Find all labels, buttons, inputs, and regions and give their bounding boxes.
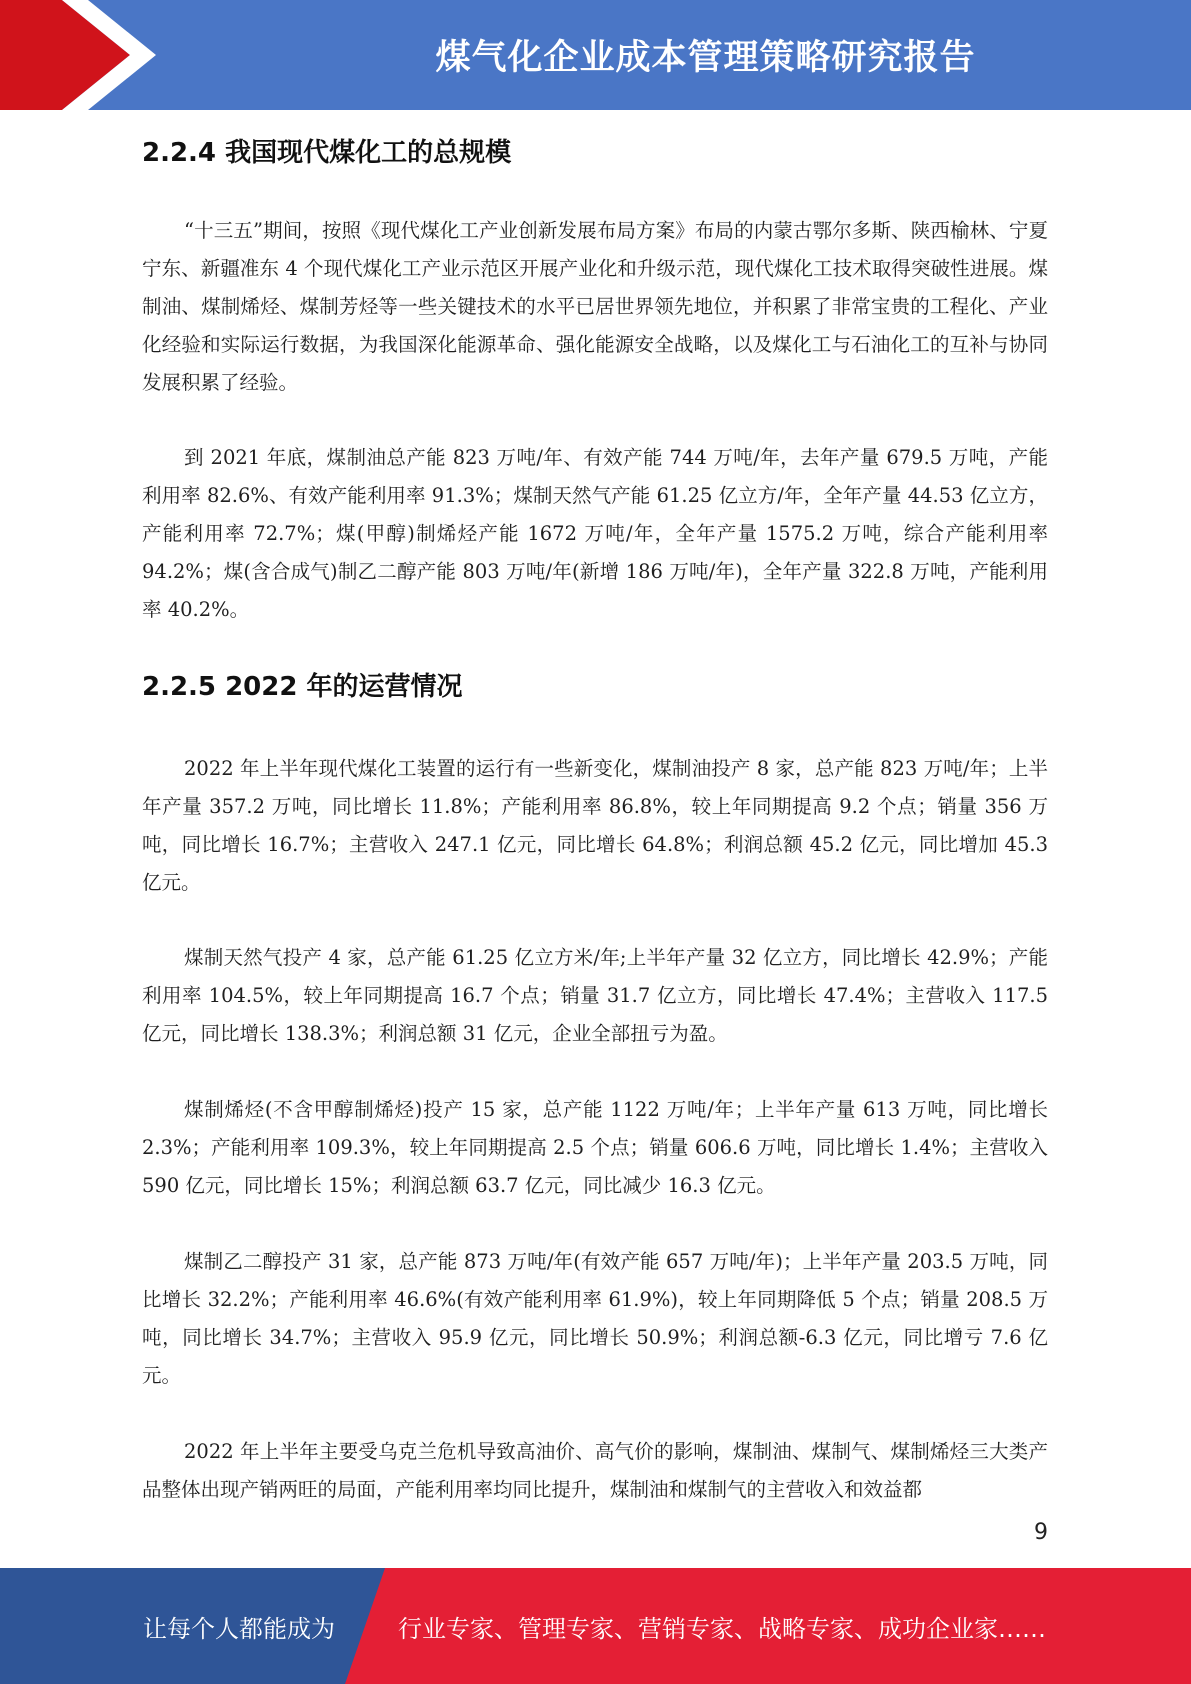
paragraph: 2022 年上半年现代煤化工装置的运行有一些新变化，煤制油投产 8 家，总产能 823 万吨/年；上半年产量 357.2 万吨，同比增长 11.8%；产能利用率 86.8%，较上年同期提高 9.2 个点；销量 356 万吨，同比增长 16.7%；主营收入 247.1 亿元，同比增长 64.8%；利润总额 45.2 亿元，同比增加 45.3 亿元。 <box>142 757 1048 894</box>
paragraph: 2022 年上半年主要受乌克兰危机导致高油价、高气价的影响，煤制油、煤制气、煤制烯烃三大类产品整体出现产销两旺的局面，产能利用率均同比提升，煤制油和煤制气的主营收入和效益都 <box>142 1440 1048 1501</box>
page-header <box>0 0 1191 110</box>
footer-slogan-right: 行业专家、管理专家、营销专家、战略专家、成功企业家…… <box>398 1614 1046 1643</box>
section-heading-2-2-4: 2.2.4 我国现代煤化工的总规模 <box>142 138 512 168</box>
section-heading-2-2-5: 2.2.5 2022 年的运营情况 <box>142 672 463 702</box>
page-number: 9 <box>1034 1520 1048 1545</box>
paragraph: 煤制乙二醇投产 31 家，总产能 873 万吨/年(有效产能 657 万吨/年)；上半年产量 203.5 万吨，同比增长 32.2%；产能利用率 46.6%(有效产能利用率 61.9%)，较上年同期降低 5 个点；销量 208.5 万吨，同比增长 34.7%；主营收入 95.9 亿元，同比增长 50.9%；利润总额-6.3 亿元，同比增亏 7.6 亿元。 <box>142 1250 1048 1387</box>
paragraph: 到 2021 年底，煤制油总产能 823 万吨/年、有效产能 744 万吨/年，去年产量 679.5 万吨，产能利用率 82.6%、有效产能利用率 91.3%；煤制天然气产能 61.25 亿立方/年，全年产量 44.53 亿立方，产能利用率 72.7%；煤(甲醇)制烯烃产能 1672 万吨/年，全年产量 1575.2 万吨，综合产能利用率 94.2%；煤(含合成气)制乙二醇产能 803 万吨/年(新增 186 万吨/年)，全年产量 322.8 万吨，产能利用率 40.2%。 <box>142 446 1048 621</box>
footer-slogan-left: 让每个人都能成为 <box>143 1614 335 1643</box>
header-red-chevron <box>0 0 130 110</box>
paragraph: “十三五”期间，按照《现代煤化工产业创新发展布局方案》布局的内蒙古鄂尔多斯、陕西榆林、宁夏宁东、新疆准东 4 个现代煤化工产业示范区开展产业化和升级示范，现代煤化工技术取得突破性进展。煤制油、煤制烯烃、煤制芳烃等一些关键技术的水平已居世界领先地位，并积累了非常宝贵的工程化、产业化经验和实际运行数据，为我国深化能源革命、强化能源安全战略，以及煤化工与石油化工的互补与协同发展积累了经验。 <box>142 219 1048 394</box>
paragraph: 煤制烯烃(不含甲醇制烯烃)投产 15 家，总产能 1122 万吨/年；上半年产量 613 万吨，同比增长 2.3%；产能利用率 109.3%，较上年同期提高 2.5 个点；销量 606.6 万吨，同比增长 1.4%；主营收入 590 亿元，同比增长 15%；利润总额 63.7 亿元，同比减少 16.3 亿元。 <box>142 1098 1048 1197</box>
page-footer <box>0 1568 1191 1684</box>
paragraph: 煤制天然气投产 4 家，总产能 61.25 亿立方米/年;上半年产量 32 亿立方，同比增长 42.9%；产能利用率 104.5%，较上年同期提高 16.7 个点；销量 31.7 亿立方，同比增长 47.4%；主营收入 117.5 亿元，同比增长 138.3%；利润总额 31 亿元，企业全部扭亏为盈。 <box>142 946 1048 1045</box>
report-title: 煤气化企业成本管理策略研究报告 <box>435 38 976 78</box>
